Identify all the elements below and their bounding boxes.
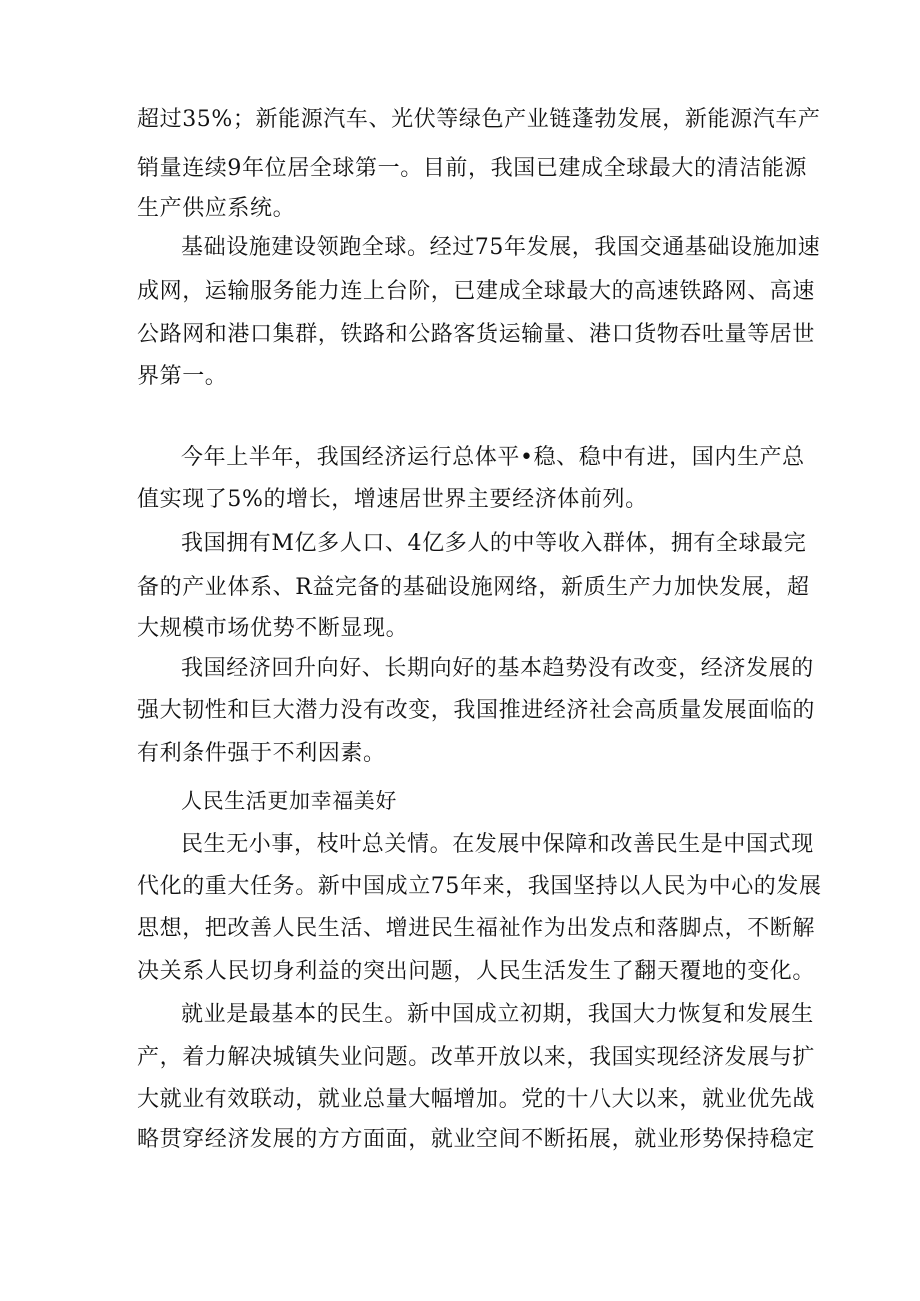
text-line: 备的产业体系、R益完备的基础设施网络，新质生产力加快发展，超 (137, 575, 810, 600)
text-line: 产，着力解决城镇失业问题。改革开放以来，我国实现经济发展与扩 (137, 1045, 816, 1070)
text-line: 成网，运输服务能力连上台阶，已建成全球最大的高速铁路网、高速 (137, 279, 816, 304)
text-line: 界第一。 (137, 364, 228, 389)
paragraph-start-line: 我国经济回升向好、长期向好的基本趋势没有改变，经济发展的 (181, 656, 814, 681)
text-line: 生产供应系统。 (137, 196, 296, 221)
paragraph-start-line: 我国拥有M亿多人口、4亿多人的中等收入群体，拥有全球最完 (181, 531, 807, 556)
text-line: 思想，把改善人民生活、增进民生福祉作为出发点和落脚点，不断解 (137, 916, 816, 941)
text-line: 大规模市场优势不断显现。 (137, 616, 409, 641)
text-line: 值实现了5%的增长，增速居世界主要经济体前列。 (137, 487, 648, 512)
text-line: 决关系人民切身利益的突出问题，人民生活发生了翻天覆地的变化。 (137, 959, 816, 984)
text-line: 销量连续9年位居全球第一。目前，我国已建成全球最大的清洁能源 (137, 156, 807, 181)
text-line: 代化的重大任务。新中国成立75年来，我国坚持以人民为中心的发展 (137, 874, 822, 899)
paragraph-start-line: 民生无小事，枝叶总关情。在发展中保障和改善民生是中国式现 (181, 832, 814, 857)
text-line: 有利条件强于不利因素。 (137, 741, 386, 766)
text-line: 超过35%；新能源汽车、光伏等绿色产业链蓬勃发展，新能源汽车产 (137, 107, 821, 132)
paragraph-start-line: 就业是最基本的民生。新中国成立初期，我国大力恢复和发展生 (181, 1002, 814, 1027)
text-line: 略贯穿经济发展的方方面面，就业空间不断拓展，就业形势保持稳定 (137, 1127, 816, 1152)
text-line: 强大韧性和巨大潜力没有改变，我国推进经济社会高质量发展面临的 (137, 698, 816, 723)
text-line: 大就业有效联动，就业总量大幅增加。党的十八大以来，就业优先战 (137, 1087, 816, 1112)
section-heading: 人民生活更加幸福美好 (181, 789, 397, 813)
paragraph-start-line: 基础设施建设领跑全球。经过75年发展，我国交通基础设施加速 (181, 235, 821, 260)
paragraph-start-line: 今年上半年，我国经济运行总体平•稳、稳中有进，国内生产总 (181, 445, 805, 470)
text-line: 公路网和港口集群，铁路和公路客货运输量、港口货物吞吐量等居世 (137, 322, 816, 347)
